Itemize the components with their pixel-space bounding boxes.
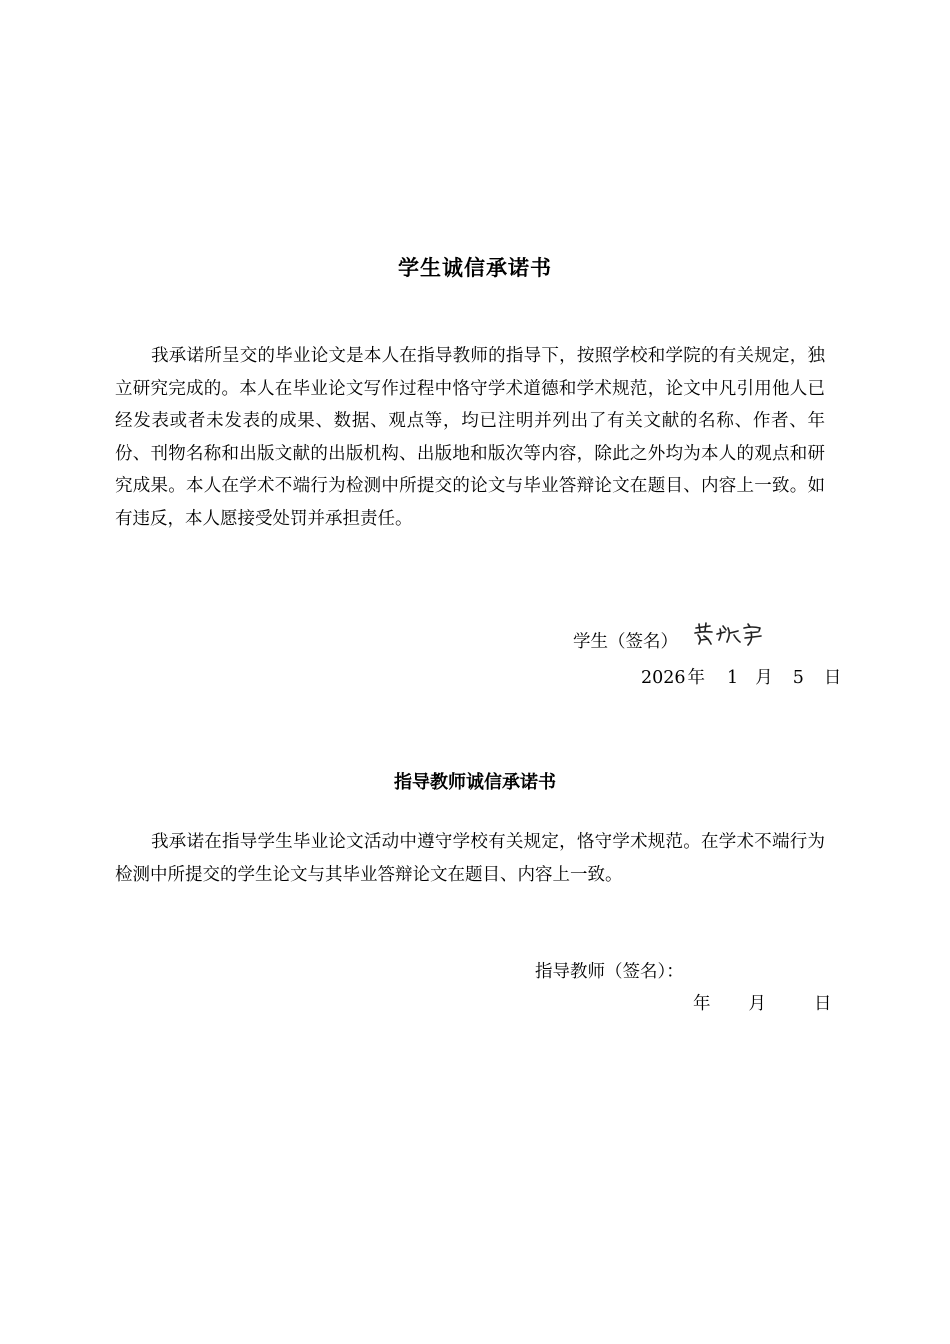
student-date-month-unit: 月 (755, 668, 773, 688)
student-date-year: 2026 (641, 668, 686, 688)
student-handwritten-signature (690, 620, 770, 650)
student-signature-line (573, 628, 678, 653)
student-date-day-unit: 日 (823, 668, 842, 688)
teacher-date-line (693, 990, 832, 1015)
teacher-pledge-title: 指导教师诚信承诺书 (394, 772, 556, 793)
student-pledge-body: 我承诺所呈交的毕业论文是本人在指导教师的指导下，按照学校和学院的有关规定，独立研究完成的。本人在毕业论文写作过程中恪守学术道德和学术规范，论文中凡引用他人已经发表或者未发表的成果、数据、观点等，均已注明并列出了有关文献的名称、作者、年份、刊物名称和出版文献的出版机构、出版地和版次等内容，除此之外均为本人的观点和研究成果。本人在学术不端行为检测中所提交的论文与毕业答辩论文在题目、内容上一致。如有违反，本人愿接受处罚并承担责任。 (115, 346, 825, 529)
teacher-date-day-unit: 日 (814, 994, 832, 1014)
teacher-date-month-unit: 月 (748, 994, 766, 1014)
teacher-pledge-body: 我承诺在指导学生毕业论文活动中遵守学校有关规定，恪守学术规范。在学术不端行为检测中所提交的学生论文与其毕业答辩论文在题目、内容上一致。 (115, 832, 825, 885)
student-date-month: 1 (727, 668, 739, 688)
teacher-signature-line (535, 958, 684, 983)
student-signature-label: 学生（签名） (573, 632, 678, 652)
student-date-line (641, 664, 841, 689)
student-date-year-unit: 年 (687, 668, 706, 688)
student-pledge-title: 学生诚信承诺书 (398, 256, 552, 280)
teacher-date-year-unit: 年 (693, 994, 711, 1014)
teacher-signature-label: 指导教师（签名）： (535, 962, 684, 982)
student-date-day: 5 (792, 668, 804, 688)
